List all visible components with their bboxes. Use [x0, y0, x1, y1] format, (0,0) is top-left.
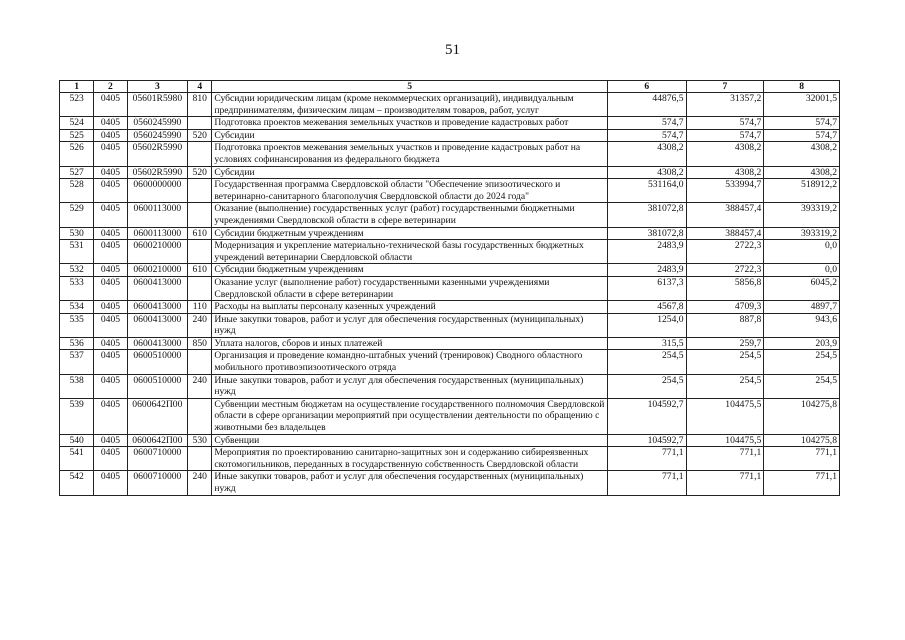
value-year-1-cell: 381072,8 — [607, 203, 686, 227]
value-year-2-cell: 2722,3 — [686, 240, 764, 264]
section-code-cell: 0405 — [94, 227, 127, 240]
row-number-cell: 539 — [60, 398, 94, 434]
expense-type-cell: 520 — [188, 129, 212, 142]
description-cell: Субсидии — [212, 166, 608, 179]
table-row — [60, 203, 840, 227]
expense-type-cell: 240 — [188, 471, 212, 495]
value-year-1-cell: 2483,9 — [607, 240, 686, 264]
value-year-2-cell: 574,7 — [686, 117, 764, 130]
description-cell: Субсидии — [212, 129, 608, 142]
expense-type-cell: 520 — [188, 166, 212, 179]
section-code-cell: 0405 — [94, 434, 127, 447]
column-header: 6 — [607, 81, 686, 93]
value-year-3-cell: 393319,2 — [764, 227, 840, 240]
value-year-1-cell: 4308,2 — [607, 142, 686, 166]
value-year-2-cell: 259,7 — [686, 337, 764, 350]
row-number-cell: 530 — [60, 227, 94, 240]
expense-type-cell — [188, 398, 212, 434]
value-year-2-cell: 4308,2 — [686, 166, 764, 179]
section-code-cell: 0405 — [94, 142, 127, 166]
expense-type-cell — [188, 203, 212, 227]
row-number-cell: 532 — [60, 264, 94, 277]
expense-type-cell: 240 — [188, 374, 212, 398]
value-year-1-cell: 4308,2 — [607, 166, 686, 179]
value-year-2-cell: 574,7 — [686, 129, 764, 142]
target-code-cell: 0600710000 — [127, 471, 188, 495]
value-year-3-cell: 943,6 — [764, 313, 840, 337]
value-year-3-cell: 32001,5 — [764, 93, 840, 117]
expense-type-cell: 850 — [188, 337, 212, 350]
value-year-2-cell: 388457,4 — [686, 227, 764, 240]
target-code-cell: 05601R5980 — [127, 93, 188, 117]
value-year-1-cell: 44876,5 — [607, 93, 686, 117]
value-year-3-cell: 771,1 — [764, 447, 840, 471]
section-code-cell: 0405 — [94, 447, 127, 471]
column-header: 3 — [127, 81, 188, 93]
table-row — [60, 374, 840, 398]
description-cell: Оказание услуг (выполнение работ) государственными казенными учреждениями Свердловской области в сфере ветеринарии — [212, 276, 608, 300]
description-cell: Субвенции местным бюджетам на осуществление государственного полномочия Свердловской области в сфере организации мероприятий при осуществлении деятельности по обращению с животными без владельцев — [212, 398, 608, 434]
value-year-2-cell: 4308,2 — [686, 142, 764, 166]
expense-type-cell: 610 — [188, 264, 212, 277]
value-year-2-cell: 254,5 — [686, 374, 764, 398]
target-code-cell: 0600000000 — [127, 179, 188, 203]
value-year-3-cell: 4308,2 — [764, 142, 840, 166]
target-code-cell: 0600413000 — [127, 276, 188, 300]
table-row — [60, 276, 840, 300]
description-cell: Субсидии бюджетным учреждениям — [212, 264, 608, 277]
value-year-3-cell: 254,5 — [764, 374, 840, 398]
row-number-cell: 523 — [60, 93, 94, 117]
expense-type-cell — [188, 276, 212, 300]
value-year-2-cell: 388457,4 — [686, 203, 764, 227]
value-year-3-cell: 518912,2 — [764, 179, 840, 203]
table-body — [60, 93, 840, 496]
value-year-3-cell: 0,0 — [764, 240, 840, 264]
value-year-3-cell: 0,0 — [764, 264, 840, 277]
description-cell: Государственная программа Свердловской области "Обеспечение эпизоотического и ветеринарно-санитарного благополучия Свердловской области до 2024 года" — [212, 179, 608, 203]
table-row — [60, 179, 840, 203]
description-cell: Субсидии бюджетным учреждениям — [212, 227, 608, 240]
row-number-cell: 525 — [60, 129, 94, 142]
table-row — [60, 337, 840, 350]
value-year-2-cell: 2722,3 — [686, 264, 764, 277]
section-code-cell: 0405 — [94, 471, 127, 495]
column-header: 5 — [212, 81, 608, 93]
target-code-cell: 0600413000 — [127, 313, 188, 337]
row-number-cell: 524 — [60, 117, 94, 130]
target-code-cell: 0600210000 — [127, 240, 188, 264]
value-year-2-cell: 887,8 — [686, 313, 764, 337]
table-row — [60, 447, 840, 471]
value-year-2-cell: 533994,7 — [686, 179, 764, 203]
table-row — [60, 240, 840, 264]
value-year-3-cell: 4308,2 — [764, 166, 840, 179]
table-row — [60, 471, 840, 495]
section-code-cell: 0405 — [94, 93, 127, 117]
description-cell: Субсидии юридическим лицам (кроме некоммерческих организаций), индивидуальным предпринимателям, физическим лицам – производителям товаров, работ, услуг — [212, 93, 608, 117]
target-code-cell: 05602R5990 — [127, 142, 188, 166]
column-header: 1 — [60, 81, 94, 93]
row-number-cell: 531 — [60, 240, 94, 264]
value-year-1-cell: 574,7 — [607, 117, 686, 130]
row-number-cell: 540 — [60, 434, 94, 447]
value-year-3-cell: 203,9 — [764, 337, 840, 350]
row-number-cell: 536 — [60, 337, 94, 350]
row-number-cell: 541 — [60, 447, 94, 471]
description-cell: Расходы на выплаты персоналу казенных учреждений — [212, 301, 608, 314]
description-cell: Подготовка проектов межевания земельных участков и проведение кадастровых работ — [212, 117, 608, 130]
value-year-1-cell: 254,5 — [607, 374, 686, 398]
value-year-1-cell: 574,7 — [607, 129, 686, 142]
value-year-1-cell: 315,5 — [607, 337, 686, 350]
table-row — [60, 398, 840, 434]
row-number-cell: 537 — [60, 350, 94, 374]
target-code-cell: 0600642П00 — [127, 398, 188, 434]
section-code-cell: 0405 — [94, 117, 127, 130]
description-cell: Иные закупки товаров, работ и услуг для обеспечения государственных (муниципальных) нужд — [212, 374, 608, 398]
value-year-2-cell: 771,1 — [686, 447, 764, 471]
section-code-cell: 0405 — [94, 301, 127, 314]
table-header-row — [60, 81, 840, 93]
target-code-cell: 0600413000 — [127, 301, 188, 314]
value-year-2-cell: 104475,5 — [686, 398, 764, 434]
column-header: 8 — [764, 81, 840, 93]
target-code-cell: 05602R5990 — [127, 166, 188, 179]
expense-type-cell: 530 — [188, 434, 212, 447]
target-code-cell: 0600510000 — [127, 374, 188, 398]
table-row — [60, 166, 840, 179]
target-code-cell: 0600710000 — [127, 447, 188, 471]
target-code-cell: 0600642П00 — [127, 434, 188, 447]
table-row — [60, 350, 840, 374]
value-year-1-cell: 254,5 — [607, 350, 686, 374]
row-number-cell: 542 — [60, 471, 94, 495]
value-year-1-cell: 771,1 — [607, 447, 686, 471]
row-number-cell: 538 — [60, 374, 94, 398]
row-number-cell: 527 — [60, 166, 94, 179]
value-year-3-cell: 254,5 — [764, 350, 840, 374]
expense-type-cell — [188, 350, 212, 374]
section-code-cell: 0405 — [94, 203, 127, 227]
value-year-2-cell: 5856,8 — [686, 276, 764, 300]
table-row — [60, 129, 840, 142]
column-header: 4 — [188, 81, 212, 93]
value-year-1-cell: 104592,7 — [607, 434, 686, 447]
value-year-2-cell: 31357,2 — [686, 93, 764, 117]
section-code-cell: 0405 — [94, 276, 127, 300]
target-code-cell: 0560245990 — [127, 117, 188, 130]
expense-type-cell — [188, 142, 212, 166]
row-number-cell: 535 — [60, 313, 94, 337]
table-row — [60, 264, 840, 277]
value-year-2-cell: 771,1 — [686, 471, 764, 495]
expense-type-cell: 810 — [188, 93, 212, 117]
value-year-3-cell: 104275,8 — [764, 434, 840, 447]
section-code-cell: 0405 — [94, 129, 127, 142]
budget-table — [59, 80, 840, 496]
expense-type-cell: 240 — [188, 313, 212, 337]
value-year-3-cell: 771,1 — [764, 471, 840, 495]
row-number-cell: 534 — [60, 301, 94, 314]
target-code-cell: 0600413000 — [127, 337, 188, 350]
section-code-cell: 0405 — [94, 350, 127, 374]
value-year-3-cell: 104275,8 — [764, 398, 840, 434]
table-row — [60, 142, 840, 166]
value-year-3-cell: 574,7 — [764, 117, 840, 130]
target-code-cell: 0600113000 — [127, 227, 188, 240]
section-code-cell: 0405 — [94, 179, 127, 203]
table-row — [60, 93, 840, 117]
expense-type-cell — [188, 240, 212, 264]
description-cell: Уплата налогов, сборов и иных платежей — [212, 337, 608, 350]
value-year-1-cell: 104592,7 — [607, 398, 686, 434]
value-year-3-cell: 4897,7 — [764, 301, 840, 314]
section-code-cell: 0405 — [94, 166, 127, 179]
description-cell: Оказание (выполнение) государственных услуг (работ) государственными бюджетными учреждениями Свердловской области в сфере ветеринарии — [212, 203, 608, 227]
value-year-3-cell: 6045,2 — [764, 276, 840, 300]
section-code-cell: 0405 — [94, 398, 127, 434]
row-number-cell: 528 — [60, 179, 94, 203]
value-year-1-cell: 531164,0 — [607, 179, 686, 203]
column-header: 2 — [94, 81, 127, 93]
value-year-1-cell: 4567,8 — [607, 301, 686, 314]
value-year-1-cell: 771,1 — [607, 471, 686, 495]
description-cell: Мероприятия по проектированию санитарно-защитных зон и содержанию сибиреязвенных скотомогильников, переданных в государственную собственность Свердловской области — [212, 447, 608, 471]
expense-type-cell — [188, 117, 212, 130]
section-code-cell: 0405 — [94, 240, 127, 264]
value-year-3-cell: 393319,2 — [764, 203, 840, 227]
description-cell: Иные закупки товаров, работ и услуг для обеспечения государственных (муниципальных) нужд — [212, 471, 608, 495]
description-cell: Организация и проведение командно-штабных учений (тренировок) Сводного областного мобильного противоэпизоотического отряда — [212, 350, 608, 374]
value-year-1-cell: 2483,9 — [607, 264, 686, 277]
target-code-cell: 0600510000 — [127, 350, 188, 374]
table-row — [60, 434, 840, 447]
table-row — [60, 227, 840, 240]
page-number: 51 — [445, 42, 460, 58]
expense-type-cell — [188, 447, 212, 471]
section-code-cell: 0405 — [94, 374, 127, 398]
value-year-1-cell: 6137,3 — [607, 276, 686, 300]
row-number-cell: 526 — [60, 142, 94, 166]
expense-type-cell — [188, 179, 212, 203]
table-row — [60, 301, 840, 314]
column-header: 7 — [686, 81, 764, 93]
value-year-1-cell: 381072,8 — [607, 227, 686, 240]
section-code-cell: 0405 — [94, 313, 127, 337]
target-code-cell: 0600210000 — [127, 264, 188, 277]
expense-type-cell: 610 — [188, 227, 212, 240]
description-cell: Субвенции — [212, 434, 608, 447]
row-number-cell: 529 — [60, 203, 94, 227]
target-code-cell: 0560245990 — [127, 129, 188, 142]
expense-type-cell: 110 — [188, 301, 212, 314]
section-code-cell: 0405 — [94, 264, 127, 277]
value-year-1-cell: 1254,0 — [607, 313, 686, 337]
table-row — [60, 313, 840, 337]
description-cell: Подготовка проектов межевания земельных участков и проведение кадастровых работ на условиях софинансирования из федерального бюджета — [212, 142, 608, 166]
description-cell: Модернизация и укрепление материально-технической базы государственных бюджетных учреждений ветеринарии Свердловской области — [212, 240, 608, 264]
row-number-cell: 533 — [60, 276, 94, 300]
target-code-cell: 0600113000 — [127, 203, 188, 227]
value-year-3-cell: 574,7 — [764, 129, 840, 142]
section-code-cell: 0405 — [94, 337, 127, 350]
value-year-2-cell: 254,5 — [686, 350, 764, 374]
description-cell: Иные закупки товаров, работ и услуг для обеспечения государственных (муниципальных) нужд — [212, 313, 608, 337]
value-year-2-cell: 4709,3 — [686, 301, 764, 314]
table-row — [60, 117, 840, 130]
value-year-2-cell: 104475,5 — [686, 434, 764, 447]
